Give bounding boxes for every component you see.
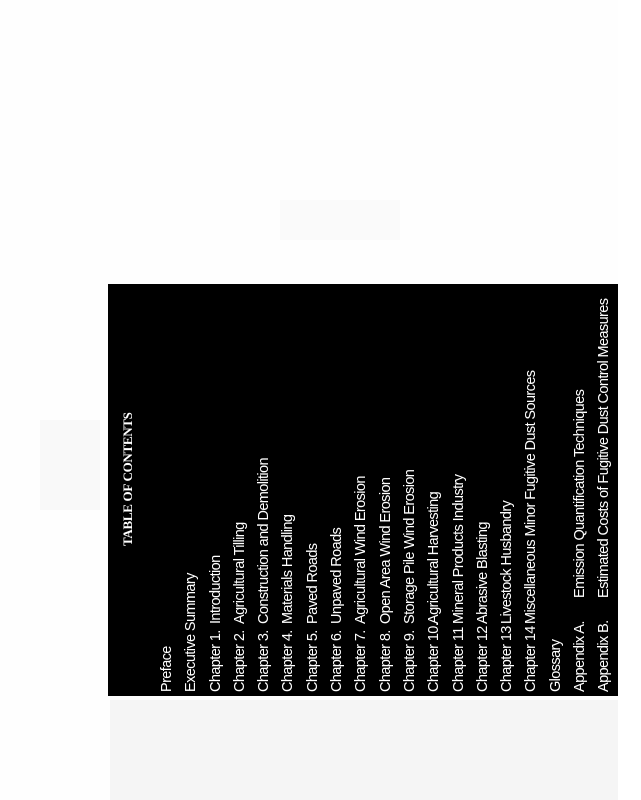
toc-entry-key: Executive Summary bbox=[183, 573, 200, 692]
toc-entry-title: Emission Quantification Techniques bbox=[572, 389, 589, 598]
toc-entry-title: Abrasive Blasting bbox=[474, 522, 491, 624]
toc-entry-key: Appendix A. bbox=[572, 621, 589, 692]
toc-entry-title: Storage Pile Wind Erosion bbox=[401, 469, 418, 624]
toc-entry-key: Chapter 2. bbox=[231, 630, 248, 692]
toc-entry-title: Introduction bbox=[207, 555, 224, 624]
toc-entry-key: Chapter 8. bbox=[377, 630, 394, 692]
toc-entry-title: Construction and Demolition bbox=[256, 458, 273, 624]
toc-entry-title: Open Area Wind Erosion bbox=[377, 477, 394, 624]
toc-entry-key: Chapter 4. bbox=[280, 630, 297, 692]
toc-title: TABLE OF CONTENTS bbox=[120, 412, 135, 546]
toc-entry-title: Livestock Husbandry bbox=[499, 500, 516, 624]
toc-entry-title: Methodology for Calculating Cost Effectiveness of Fugitive Dust Control bbox=[620, 181, 637, 598]
toc-entry-key: Chapter 14 bbox=[523, 626, 540, 692]
toc-entry-key: Chapter 1. bbox=[207, 630, 224, 692]
bleed-through-smudge bbox=[280, 200, 400, 240]
toc-entry-title: Mineral Products Industry bbox=[450, 474, 467, 624]
toc-entry-key: Chapter 5. bbox=[304, 630, 321, 692]
toc-entry-title: Agricultural Tilling bbox=[231, 522, 248, 624]
toc-entry-title: Paved Roads bbox=[304, 543, 321, 624]
toc-entry-key: Chapter 3. bbox=[256, 630, 273, 692]
toc-entry-title: Unpaved Roads bbox=[329, 527, 346, 624]
toc-entry-key: Chapter 13 bbox=[499, 626, 516, 692]
toc-entry-key: Chapter 11 bbox=[450, 627, 467, 692]
bleed-through-smudge bbox=[40, 420, 100, 510]
toc-entry-title: Estimated Costs of Fugitive Dust Control Measures bbox=[596, 298, 613, 598]
toc-entry-title: Agricultural Wind Erosion bbox=[353, 476, 370, 624]
toc-entry-key: Chapter 7. bbox=[353, 630, 370, 692]
toc-entry-key: Appendix C. bbox=[620, 619, 637, 692]
toc-entry-title: Materials Handling bbox=[280, 514, 297, 624]
toc-entry-key: Chapter 6. bbox=[329, 630, 346, 692]
toc-entry-key: Glossary bbox=[547, 639, 564, 692]
toc-entry-key: Chapter 10. bbox=[426, 622, 443, 692]
toc-entry-title: Miscellaneous Minor Fugitive Dust Sources bbox=[523, 370, 540, 624]
bleed-through-smudge bbox=[110, 700, 618, 800]
rotated-toc bbox=[108, 181, 637, 696]
toc-entry-key: Appendix B. bbox=[596, 620, 613, 692]
toc-entry-key: Chapter 12 bbox=[474, 626, 491, 692]
toc-block bbox=[108, 181, 637, 696]
toc-entry-key: Chapter 9. bbox=[401, 630, 418, 692]
toc-entry-key: Preface bbox=[159, 646, 175, 692]
toc-entry-title: Agricultural Harvesting bbox=[426, 491, 443, 624]
